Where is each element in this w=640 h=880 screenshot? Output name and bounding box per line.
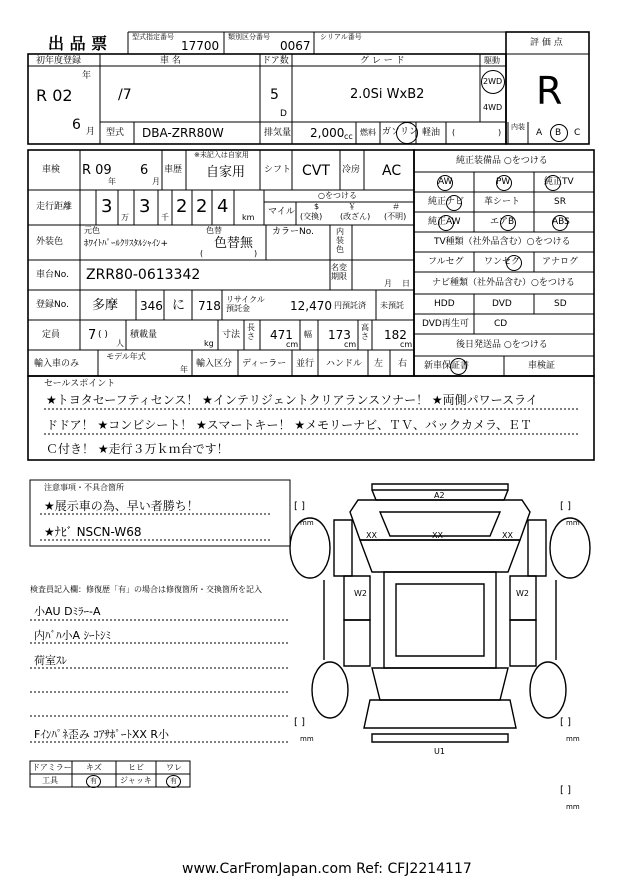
first-reg-year: R 02 (36, 86, 73, 105)
load-unit: kg (204, 339, 214, 348)
color-label: 外装色 (36, 237, 64, 247)
recycle-unit: 円預託済 (334, 301, 366, 310)
name-change-label: 名変期限 (331, 263, 347, 281)
height-value: 182 (384, 328, 407, 342)
capacity-label: 定員 (42, 330, 61, 340)
first-reg-month-mark: 月 (86, 127, 96, 137)
shaken-month: 6 (140, 163, 149, 178)
doors-type: D (280, 109, 287, 119)
doors-label: ドア数 (262, 56, 289, 66)
category-value: 0067 (280, 39, 311, 53)
fuel-value: ガソリン (382, 127, 419, 137)
genuine-leather: 革シート (484, 197, 521, 207)
tools-jack-label: ジャッキ (120, 776, 152, 785)
handle-right: 右 (398, 359, 408, 369)
shaken-year: R 09 (82, 163, 112, 178)
width-value: 173 (328, 328, 351, 342)
airbag-circle (500, 215, 516, 231)
width-unit: cm (344, 340, 357, 349)
tire-bracket-rr: [ ] (560, 717, 571, 728)
car-body-diagram (290, 484, 590, 742)
drive-2wd: 2WD (483, 77, 503, 86)
mile-alter: (改ざん) (340, 212, 371, 221)
displacement-unit: cc (344, 132, 353, 141)
sales-label: セールスポイント (44, 379, 116, 389)
car-name-value: /7 (118, 87, 132, 103)
mileage-km: km (242, 213, 255, 222)
model-cert-label: 型式指定番号 (132, 33, 174, 41)
category-label: 類別区分番号 (228, 33, 270, 41)
tools-crack: ヒビ (128, 763, 144, 772)
mileage-digit-2: 3 (139, 196, 151, 217)
notes-line-1: ★展示車の為、早い者勝ち！ (44, 499, 199, 513)
mile-circle-note: ○をつける (318, 191, 357, 200)
sales-line-3: Ｃ付き！ ★走行３万ｋｍ台です！ (46, 442, 229, 456)
jack-circle (166, 775, 181, 788)
displacement-value: 2,000 (310, 126, 345, 140)
genuine-airbag: エアB (490, 217, 515, 227)
abs-circle (552, 215, 568, 231)
genuine-aw: AW (438, 177, 453, 187)
mileage-digit-3: 2 (176, 196, 188, 217)
first-reg-month: 6 (72, 117, 81, 133)
reg-kana: に (172, 298, 186, 313)
sales-line-1: ★トヨタセーフティセンス！ ★インテリジェントクリアランスソナー！ ★両側パワースライ (46, 393, 538, 407)
mile-exchange: (交換) (300, 212, 323, 221)
tv-fullseg: フルセグ (428, 257, 464, 267)
model-year-unit: 年 (180, 365, 188, 374)
tool-circle (86, 775, 101, 788)
interior-color-label: 内装色 (336, 227, 344, 254)
length-value: 471 (270, 328, 293, 342)
mileage-label: 走行距離 (36, 202, 73, 212)
later-title: 後日発送品 ○をつける (456, 340, 548, 350)
dealer-label: ディーラー (242, 359, 287, 369)
load-label: 積載量 (130, 330, 158, 340)
oneseg-circle (506, 255, 522, 271)
import-label: 輸入車のみ (34, 359, 80, 369)
color-paren-open: ( (200, 249, 204, 258)
car-name-label: 車 名 (160, 56, 181, 66)
interior-b-circle (550, 124, 568, 142)
diesel-paren-close: ) (498, 128, 502, 137)
tools-tool-value: 有 (90, 777, 97, 785)
tv-analog: アナログ (542, 257, 579, 267)
sales-line-2: ドドア！ ★コンビシート！ ★スマートキー！ ★メモリーナビ、ＴＶ、バックカメラ、ＥＴ (46, 418, 533, 432)
mileage-digit-4: 2 (196, 196, 208, 217)
reg-area: 多摩 (92, 298, 119, 313)
chassis-value: ZRR80-0613342 (86, 267, 201, 283)
orig-color-label: 元色 (84, 226, 100, 235)
inspection-line-1: 小AU Dﾐﾗｰ-A (34, 605, 101, 618)
later-shakensho: 車検証 (528, 361, 556, 371)
navi-dvd: DVD (492, 299, 512, 309)
reg-no-label: 登録No. (36, 300, 69, 310)
recycle-value: 12,470 (290, 299, 332, 313)
first-reg-label: 初年度登録 (36, 56, 82, 66)
tire-mm-rl: mm (300, 735, 314, 743)
genuine-alloy: 純正AW (428, 217, 461, 227)
history-value: 自家用 (206, 165, 246, 180)
interior-label: 内装 (511, 123, 525, 131)
notes-label: 注意事項・不具合箇所 (44, 483, 124, 492)
mile-unknown: (不明) (384, 212, 407, 221)
aw-circle (437, 175, 453, 191)
genuine-sr: SR (554, 197, 566, 207)
later-warranty: 新車保証書 (424, 361, 470, 371)
parallel-label: 並行 (296, 359, 315, 369)
inspection-label: 検査員記入欄：修復歴「有」の場合は修復箇所・交換箇所を記入 (30, 585, 262, 594)
height-label: 高さ (361, 323, 369, 341)
interior-b: B (555, 128, 562, 138)
diesel-label: 軽油 (422, 128, 441, 138)
form-title: 出 品 票 (48, 34, 108, 53)
mile-s: $ (314, 202, 320, 211)
tire-bracket-fl: [ ] (294, 501, 305, 512)
tools-scratch: キズ (86, 763, 102, 772)
history-label: 車歴 (164, 165, 183, 175)
tv-title: TV種類（社外品含む）○をつける (434, 237, 571, 247)
diagram-label-w2-left: W2 (354, 589, 367, 598)
drive-4wd: 4WD (483, 103, 503, 112)
drive-2wd-circle (481, 70, 505, 94)
tools-door-mirror: ドアミラー (32, 763, 72, 772)
genuine-tv: 純正TV (544, 177, 574, 187)
history-note: ※未記入は自家用 (194, 151, 249, 159)
import-class-label: 輸入区分 (196, 359, 233, 369)
tire-mm-spare: mm (566, 803, 580, 811)
mileage-digit-5: 4 (217, 196, 229, 217)
fuel-label: 燃料 (360, 128, 376, 137)
height-unit: cm (400, 340, 413, 349)
model-type-label: 型式 (106, 128, 125, 138)
tools-jack-value: 有 (170, 777, 177, 785)
navi-dvd-play: DVD再生可 (422, 319, 469, 329)
shift-value: CVT (302, 163, 330, 179)
diagram-label-a2: A2 (434, 491, 445, 500)
recycle-unpaid: 未預託 (380, 301, 404, 310)
reg-class: 346 (140, 299, 163, 313)
tire-mm-fl: mm (300, 519, 314, 527)
ac-label: 冷房 (342, 165, 361, 175)
handle-label: ハンドル (326, 359, 363, 369)
reg-number: 718 (198, 299, 221, 313)
name-change-day: 日 (402, 279, 410, 288)
interior-a: A (536, 128, 543, 138)
capacity-paren: ( ) (98, 330, 108, 340)
inspection-line-2: 内ﾊﾞﾊ小A ｼｰﾄｼﾐ (34, 629, 112, 642)
color-change-value: 色替無 (214, 236, 254, 251)
doors-value: 5 (270, 87, 279, 103)
orig-color-value: ﾎﾜｲﾄﾊﾟｰﾙｸﾘｽﾀﾙｼｬｲﾝ+ (84, 239, 169, 249)
notes-line-2: ★ﾅﾋﾞ NSCN-W68 (44, 525, 142, 539)
tire-bracket-rl: [ ] (294, 717, 305, 728)
model-year-label: モデル年式 (106, 352, 146, 361)
navi-title: ナビ種類（社外品含む）○をつける (432, 278, 575, 288)
mileage-sen: 千 (161, 213, 169, 222)
rating-value: R (536, 69, 563, 113)
length-unit: cm (286, 340, 299, 349)
fuel-circle (396, 122, 418, 144)
chassis-label: 車台No. (36, 270, 69, 280)
navi-circle (446, 195, 462, 211)
mile-yen-mark: ￥ (348, 202, 356, 211)
warranty-circle (450, 358, 467, 375)
handle-left: 左 (374, 359, 384, 369)
mileage-man: 万 (121, 213, 129, 222)
name-change-month: 月 (384, 279, 392, 288)
tire-mm-fr: mm (566, 519, 580, 527)
tire-mm-rr: mm (566, 735, 580, 743)
tv-circle (545, 175, 561, 191)
diagram-label-xx-center: XX (432, 531, 443, 540)
model-cert-value: 17700 (181, 39, 220, 53)
color-code-label: 色替 (206, 226, 222, 235)
navi-sd: SD (554, 299, 567, 309)
tv-oneseg: ワンセグ (484, 257, 521, 267)
first-reg-year-mark: 年 (82, 71, 92, 81)
width-label: 幅 (304, 330, 312, 339)
rating-label: 評 価 点 (530, 38, 563, 48)
genuine-title: 純正装備品 ○をつける (456, 156, 548, 166)
mile-sharp-mark: ＃ (392, 202, 400, 211)
inspection-line-3: 荷室ｽﾚ (34, 654, 67, 667)
tire-bracket-fr: [ ] (560, 501, 571, 512)
color-no-label: カラーNo. (272, 227, 314, 237)
shaken-month-mark: 月 (152, 177, 160, 186)
tire-bracket-spare: [ ] (560, 785, 571, 796)
shaken-year-mark: 年 (108, 177, 116, 186)
diesel-paren-open: ( (452, 128, 456, 137)
navi-cd: CD (494, 319, 508, 329)
genuine-pw: PW (496, 177, 511, 187)
mile-label: マイル (268, 207, 295, 217)
footer-ref: www.CarFromJapan.com Ref: CFJ2214117 (182, 861, 472, 877)
grade-value: 2.0Si WxB2 (350, 87, 425, 102)
capacity-unit: 人 (116, 339, 124, 348)
grade-label: グ レ ー ド (360, 56, 405, 66)
shift-label: シフト (264, 165, 292, 175)
drive-label: 駆動 (484, 56, 500, 65)
color-paren-close: ) (254, 249, 258, 258)
diagram-label-xx-left: XX (366, 531, 377, 540)
tools-break: ワレ (166, 763, 182, 772)
shaken-label: 車検 (42, 165, 61, 175)
diagram-label-u1: U1 (434, 747, 445, 756)
model-type-value: DBA-ZRR80W (142, 126, 224, 140)
genuine-navi: 純正ナビ (428, 197, 465, 207)
navi-hdd: HDD (434, 299, 455, 309)
diagram-label-w2-right: W2 (516, 589, 529, 598)
inspection-line-6: Fｲﾝﾊﾟﾈ歪み ｺｱｻﾎﾟｰﾄXX R小 (34, 728, 170, 741)
interior-c: C (574, 128, 581, 138)
pw-circle (496, 175, 512, 191)
mileage-digit-1: 3 (101, 196, 113, 217)
alloy-circle (438, 215, 454, 231)
length-label: 長さ (247, 323, 255, 341)
diagram-label-xx-right: XX (502, 531, 513, 540)
serial-label: シリアル番号 (320, 33, 362, 41)
genuine-abs: ABS (552, 217, 570, 227)
size-label: 寸法 (222, 330, 241, 340)
capacity-value: 7 (88, 328, 97, 343)
ac-value: AC (382, 163, 402, 179)
recycle-label: リサイクル預託金 (226, 295, 265, 314)
tools-tool-label: 工具 (42, 776, 58, 785)
displacement-label: 排気量 (264, 128, 292, 138)
